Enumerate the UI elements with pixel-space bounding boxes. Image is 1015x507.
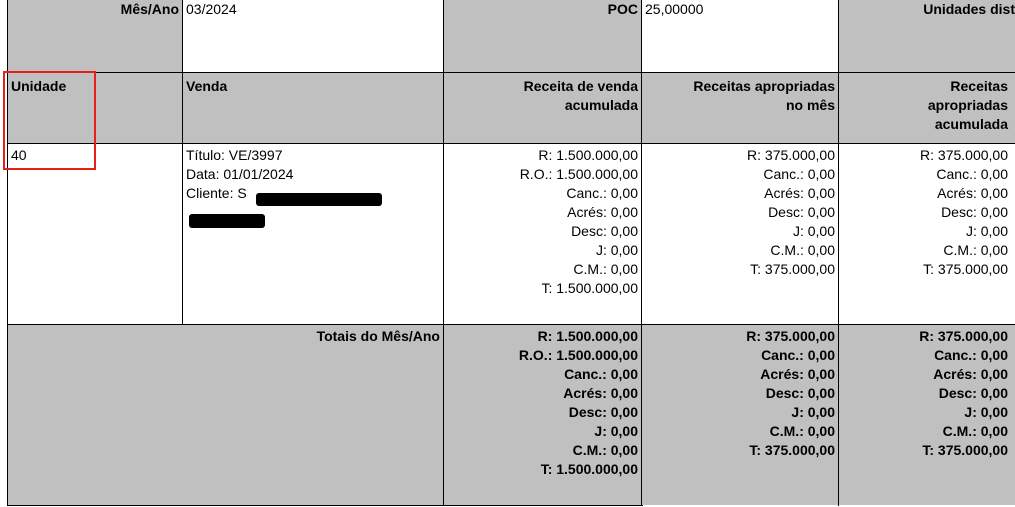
totals-label-cell <box>8 325 443 505</box>
col-receita-venda-line1: Receita de venda <box>523 78 638 94</box>
col-receitas-mes-line2: no mês <box>785 97 835 113</box>
grid-line <box>7 72 1015 73</box>
totals-receita-venda-cell <box>444 325 641 505</box>
trm-t: T: 375.000,00 <box>749 442 835 458</box>
rv-acres: Acrés: 0,00 <box>567 204 638 220</box>
row-venda-cell <box>183 144 443 324</box>
header-poc-label-cell <box>444 0 641 72</box>
totals-receitas-acum-cell <box>839 325 1015 505</box>
rv-desc: Desc: 0,00 <box>571 223 638 239</box>
ra-j: J: 0,00 <box>965 223 1008 239</box>
col-receitas-mes-line1: Receitas apropriadas <box>693 78 835 94</box>
trv-ro: R.O.: 1.500.000,00 <box>518 347 638 363</box>
venda-titulo: Título: VE/3997 <box>186 147 283 163</box>
row-unidade-cell <box>8 144 182 324</box>
grid-line <box>182 0 183 325</box>
grid-line <box>838 0 839 506</box>
trv-acres: Acrés: 0,00 <box>563 385 638 401</box>
row-unidade-value: 40 <box>11 147 27 163</box>
ra-r: R: 375.000,00 <box>920 147 1008 163</box>
trv-canc: Canc.: 0,00 <box>564 366 638 382</box>
rv-r: R: 1.500.000,00 <box>538 147 638 163</box>
tra-cm: C.M.: 0,00 <box>942 423 1008 439</box>
totals-label: Totais do Mês/Ano <box>316 328 440 344</box>
trv-j: J: 0,00 <box>594 423 638 439</box>
ra-desc: Desc: 0,00 <box>941 204 1008 220</box>
ra-acres: Acrés: 0,00 <box>937 185 1008 201</box>
totals-receitas-mes-cell <box>642 325 838 505</box>
trm-cm: C.M.: 0,00 <box>769 423 835 439</box>
venda-data: Data: 01/01/2024 <box>186 166 294 182</box>
header-poc-value-cell <box>642 0 838 72</box>
venda-cliente: Cliente: S <box>186 185 247 201</box>
col-unidade-label: Unidade <box>11 78 67 94</box>
ra-cm: C.M.: 0,00 <box>943 242 1008 258</box>
trm-acres: Acrés: 0,00 <box>760 366 835 382</box>
rm-desc: Desc: 0,00 <box>768 204 835 220</box>
row-receitas-acum-cell <box>839 144 1015 324</box>
redaction-mark <box>256 193 382 206</box>
col-receita-venda-line2: acumulada <box>564 97 638 113</box>
rv-ro: R.O.: 1.500.000,00 <box>519 166 638 182</box>
tra-acres: Acrés: 0,00 <box>933 366 1008 382</box>
tra-r: R: 375.000,00 <box>919 328 1008 344</box>
col-receitas-acum-line1: Receitas <box>950 78 1008 94</box>
rm-canc: Canc.: 0,00 <box>763 166 835 182</box>
grid-line <box>641 0 642 506</box>
rm-r: R: 375.000,00 <box>747 147 835 163</box>
rm-t: T: 375.000,00 <box>750 261 835 277</box>
grid-line <box>7 143 1015 144</box>
tra-j: J: 0,00 <box>964 404 1008 420</box>
poc-value: 25,00000 <box>645 1 704 17</box>
trv-desc: Desc: 0,00 <box>568 404 638 420</box>
trv-cm: C.M.: 0,00 <box>572 442 638 458</box>
grid-line <box>7 324 1015 325</box>
col-receitas-acum-line3: acumulada <box>934 116 1008 132</box>
tra-desc: Desc: 0,00 <box>938 385 1008 401</box>
col-venda-header <box>183 73 443 143</box>
mes-ano-label: Mês/Ano <box>120 1 179 17</box>
rv-canc: Canc.: 0,00 <box>566 185 638 201</box>
rv-t: T: 1.500.000,00 <box>541 280 638 296</box>
col-venda-label: Venda <box>186 78 228 94</box>
header-mes-ano-value-cell <box>183 0 443 72</box>
trm-j: J: 0,00 <box>791 404 835 420</box>
rv-cm: C.M.: 0,00 <box>573 261 638 277</box>
unidade-highlight-box <box>3 71 96 170</box>
trm-desc: Desc: 0,00 <box>765 385 835 401</box>
col-receitas-mes-header <box>642 73 838 143</box>
tra-canc: Canc.: 0,00 <box>934 347 1008 363</box>
grid-line <box>443 0 444 506</box>
rm-j: J: 0,00 <box>792 223 835 239</box>
tra-t: T: 375.000,00 <box>922 442 1008 458</box>
header-mes-ano-label-cell <box>8 0 182 72</box>
trm-r: R: 375.000,00 <box>746 328 835 344</box>
trv-t: T: 1.500.000,00 <box>540 461 638 477</box>
trm-canc: Canc.: 0,00 <box>761 347 835 363</box>
col-receita-venda-header <box>444 73 641 143</box>
row-receitas-mes-cell <box>642 144 838 324</box>
rv-j: J: 0,00 <box>595 242 638 258</box>
row-receita-venda-cell <box>444 144 641 324</box>
trv-r: R: 1.500.000,00 <box>537 328 638 344</box>
header-unidades-cell <box>839 0 1015 72</box>
grid-line <box>7 505 643 506</box>
poc-label: POC <box>607 1 638 17</box>
rm-cm: C.M.: 0,00 <box>770 242 835 258</box>
ra-canc: Canc.: 0,00 <box>936 166 1008 182</box>
rm-acres: Acrés: 0,00 <box>764 185 835 201</box>
unidades-label: Unidades dist <box>923 1 1015 17</box>
mes-ano-value: 03/2024 <box>186 1 237 17</box>
col-receitas-acum-line2: apropriadas <box>927 97 1008 113</box>
redaction-mark <box>189 214 265 228</box>
col-receitas-acum-header <box>839 73 1015 143</box>
ra-t: T: 375.000,00 <box>923 261 1008 277</box>
